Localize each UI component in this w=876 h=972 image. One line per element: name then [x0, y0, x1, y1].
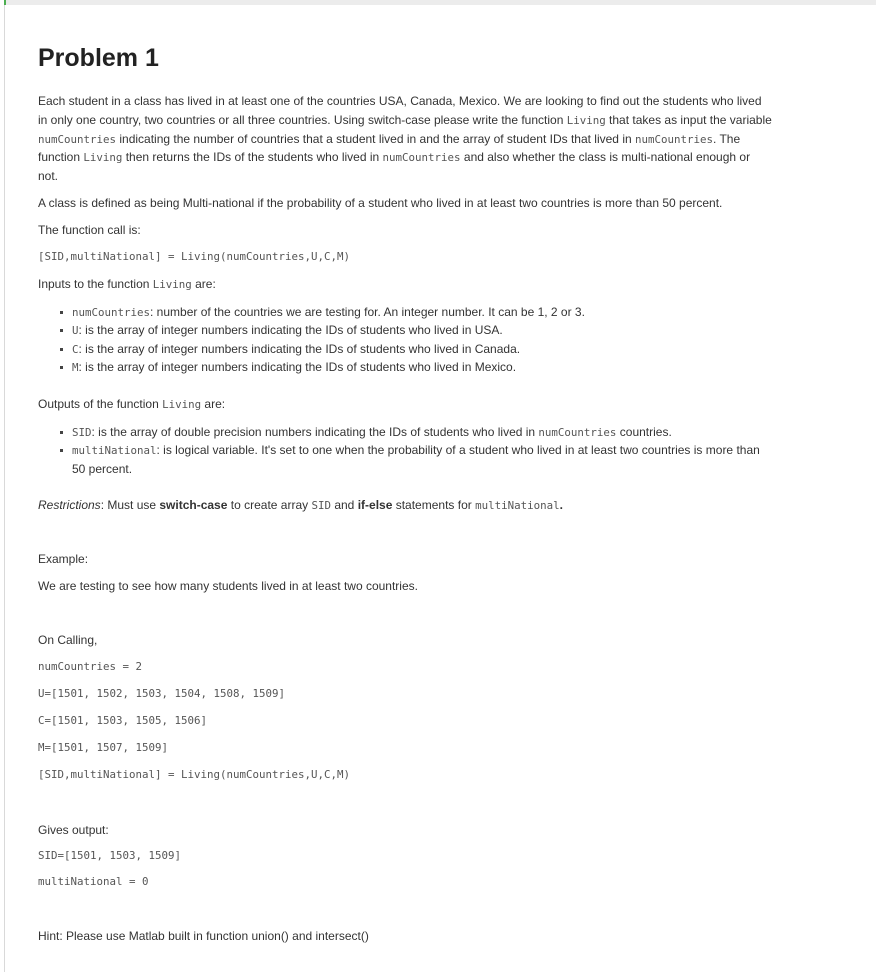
call-code: [SID,multiNational] = Living(numCountries,U,C,M): [38, 250, 351, 263]
hint-text: Hint: Please use Matlab built in function union() and intersect(): [38, 929, 369, 943]
example-output-sid: SID=[1501, 1503, 1509]: [38, 849, 182, 862]
example-code-u: U=[1501, 1502, 1503, 1504, 1508, 1509]: [38, 687, 286, 700]
intro-line-1: Each student in a class has lived in at least one of the countries USA, Canada, Mexico. We are looking to find out the students who lived: [38, 94, 762, 108]
input-item-m: M: is the array of integer numbers indicating the IDs of students who lived in Mexico.: [72, 358, 516, 377]
example-description: We are testing to see how many students lived in at least two countries.: [38, 579, 418, 593]
example-code-numcountries: numCountries = 2: [38, 660, 143, 673]
call-intro: The function call is:: [38, 223, 141, 237]
input-item-numcountries: numCountries: number of the countries we are testing for. An integer number. It can be 1, 2 or 3.: [72, 303, 585, 322]
example-output-multinational: multiNational = 0: [38, 875, 149, 888]
example-label: Example:: [38, 552, 89, 566]
intro-line-5: not.: [38, 169, 59, 183]
restrictions-text: Restrictions: Must use switch-case to create array SID and if-else statements for multiNational.: [38, 498, 563, 512]
output-item-multinational-cont: 50 percent.: [72, 462, 133, 476]
on-calling-label: On Calling,: [38, 633, 98, 647]
example-code-m: M=[1501, 1507, 1509]: [38, 741, 169, 754]
example-code-c: C=[1501, 1503, 1505, 1506]: [38, 714, 208, 727]
example-code-call: [SID,multiNational] = Living(numCountries,U,C,M): [38, 768, 351, 781]
inputs-intro: Inputs to the function Living are:: [38, 277, 216, 291]
input-item-u: U: is the array of integer numbers indicating the IDs of students who lived in USA.: [72, 321, 503, 340]
input-item-c: C: is the array of integer numbers indicating the IDs of students who lived in Canada.: [72, 340, 520, 359]
definition-text: A class is defined as being Multi-national if the probability of a student who lived in at least two countries is more than 50 percent.: [38, 196, 723, 210]
output-item-sid: SID: is the array of double precision numbers indicating the IDs of students who lived in numCountries countries.: [72, 423, 672, 442]
intro-line-4: function Living then returns the IDs of the students who lived in numCountries and also whether the class is multi-national enough or: [38, 150, 751, 164]
intro-line-3: numCountries indicating the number of countries that a student lived in and the array of student IDs that lived in numCountries. The: [38, 132, 741, 146]
outputs-intro: Outputs of the function Living are:: [38, 397, 226, 411]
page-title: Problem 1: [38, 44, 159, 72]
intro-line-2: in only one country, two countries or all three countries. Using switch-case please write the function Living that takes as input the variable: [38, 113, 772, 127]
accent-bar: [4, 0, 6, 5]
gives-output-label: Gives output:: [38, 823, 109, 837]
output-item-multinational: multiNational: is logical variable. It's set to one when the probability of a student who lived in at least two countries is more than: [72, 441, 760, 460]
